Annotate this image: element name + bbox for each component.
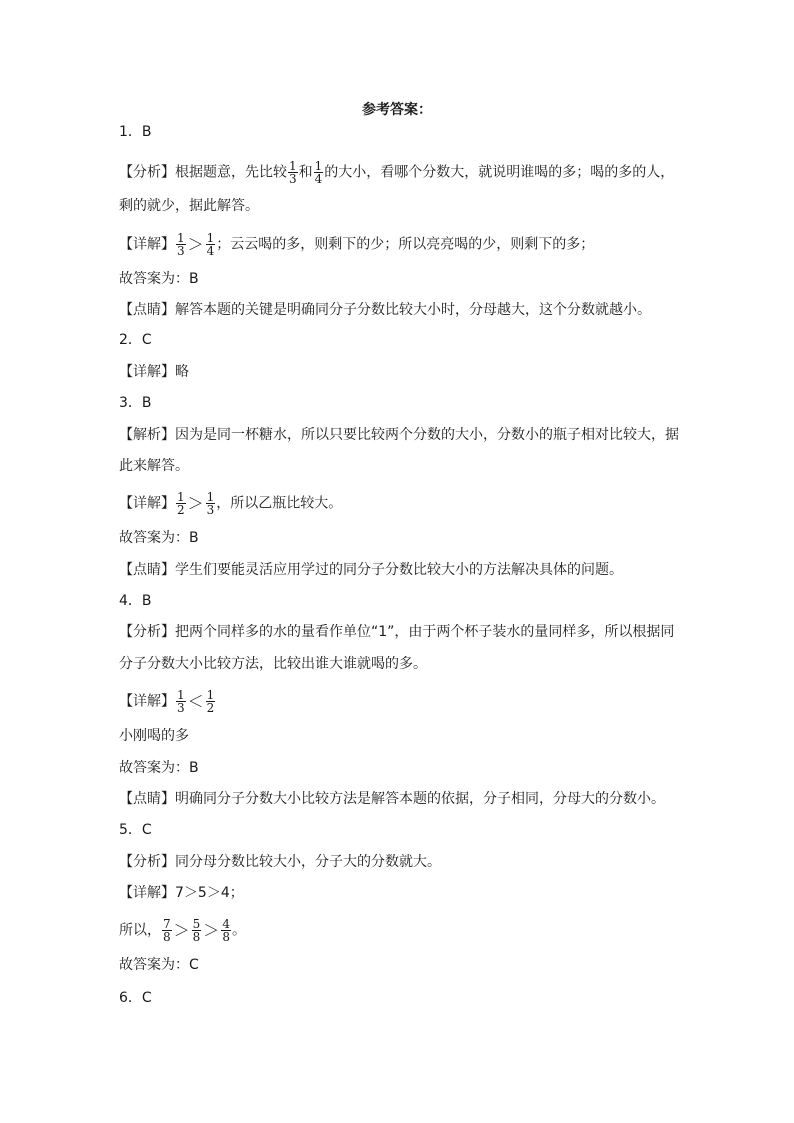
q1-answer: 故答案为：B bbox=[119, 271, 199, 287]
denominator: 3 bbox=[177, 244, 185, 258]
fraction bbox=[176, 491, 186, 516]
q3-answer: 故答案为：B bbox=[119, 530, 199, 546]
q1-detail-text: ；云云喝的多，则剩下的少；所以亮亮喝的少，则剩下的多； bbox=[216, 236, 595, 253]
q1-analysis-text-b: 和 bbox=[298, 164, 313, 181]
q3-detail-label: 【详解】 bbox=[119, 495, 175, 512]
q1-detail-label: 【详解】 bbox=[119, 236, 175, 253]
numerator: 1 bbox=[206, 688, 215, 702]
fraction bbox=[206, 689, 216, 714]
fraction bbox=[192, 918, 202, 943]
q5-number: 5．C bbox=[119, 822, 152, 838]
q1-detail bbox=[119, 232, 594, 257]
q5-conclusion-end: 。 bbox=[231, 922, 246, 939]
denominator: 2 bbox=[206, 701, 215, 715]
denominator: 3 bbox=[289, 172, 297, 186]
comparison-sign: ＞ bbox=[187, 234, 204, 254]
q4-answer: 故答案为：B bbox=[119, 760, 199, 776]
q6-number: 6．C bbox=[119, 990, 152, 1006]
q4-number: 4．B bbox=[119, 593, 152, 609]
q5-detail: 【详解】7＞5＞4； bbox=[119, 885, 244, 901]
comparison-sign: ＜ bbox=[187, 691, 204, 711]
q3-analysis-continued: 此来解答。 bbox=[119, 458, 189, 474]
denominator: 2 bbox=[177, 503, 185, 517]
q3-point: 【点睛】学生们要能灵活应用学过的同分子分数比较大小的方法解决具体的问题。 bbox=[119, 562, 623, 578]
numerator: 1 bbox=[206, 231, 215, 245]
q1-analysis bbox=[119, 160, 674, 185]
fraction bbox=[162, 918, 172, 943]
q5-analysis: 【分析】同分母分数比较大小，分子大的分数就大。 bbox=[119, 854, 441, 870]
denominator: 3 bbox=[206, 503, 215, 517]
page-title: 参考答案： bbox=[362, 102, 432, 118]
numerator: 1 bbox=[206, 490, 215, 504]
fraction bbox=[206, 491, 216, 516]
fraction bbox=[176, 689, 186, 714]
comparison-sign: ＞ bbox=[203, 920, 220, 940]
denominator: 8 bbox=[192, 930, 201, 944]
numerator: 4 bbox=[222, 917, 230, 931]
q2-detail: 【详解】略 bbox=[119, 364, 189, 380]
numerator: 5 bbox=[192, 917, 201, 931]
q4-analysis-continued: 分子分数大小比较方法，比较出谁大谁就喝的多。 bbox=[119, 656, 427, 672]
q3-detail bbox=[119, 491, 342, 516]
numerator: 7 bbox=[163, 917, 171, 931]
q4-point: 【点睛】明确同分子分数大小比较方法是解答本题的依据，分子相同，分母大的分数小。 bbox=[119, 791, 665, 807]
q1-analysis-text-a: 【分析】根据题意，先比较 bbox=[119, 164, 287, 181]
fraction bbox=[176, 232, 186, 257]
fraction bbox=[221, 918, 231, 943]
denominator: 4 bbox=[314, 172, 323, 186]
fraction bbox=[288, 160, 298, 185]
q1-analysis-continued: 剩的就少，据此解答。 bbox=[119, 198, 259, 214]
q3-analysis: 【解析】因为是同一杯糖水，所以只要比较两个分数的大小，分数小的瓶子相对比较大，据 bbox=[119, 427, 679, 443]
q3-detail-text: ，所以乙瓶比较大。 bbox=[216, 495, 343, 512]
denominator: 3 bbox=[177, 701, 185, 715]
denominator: 8 bbox=[163, 930, 171, 944]
q1-number: 1．B bbox=[119, 124, 152, 140]
numerator: 1 bbox=[177, 490, 185, 504]
numerator: 1 bbox=[314, 159, 323, 173]
comparison-sign: ＞ bbox=[187, 493, 204, 513]
fraction bbox=[314, 160, 324, 185]
denominator: 8 bbox=[222, 930, 230, 944]
denominator: 4 bbox=[206, 244, 215, 258]
fraction bbox=[206, 232, 216, 257]
q4-detail bbox=[119, 689, 216, 714]
q1-point: 【点睛】解答本题的关键是明确同分子分数比较大小时，分母越大，这个分数就越小。 bbox=[119, 302, 651, 318]
q5-answer: 故答案为：C bbox=[119, 957, 199, 973]
numerator: 1 bbox=[289, 159, 297, 173]
q5-conclusion-label: 所以， bbox=[119, 922, 161, 939]
q4-detail-label: 【详解】 bbox=[119, 693, 175, 710]
q1-analysis-text-c: 的大小，看哪个分数大，就说明谁喝的多；喝的多的人， bbox=[324, 164, 675, 181]
comparison-sign: ＞ bbox=[173, 920, 190, 940]
q4-conclusion: 小刚喝的多 bbox=[119, 728, 189, 744]
numerator: 1 bbox=[177, 231, 185, 245]
q5-conclusion bbox=[119, 918, 246, 943]
q4-analysis: 【分析】把两个同样多的水的量看作单位“1”，由于两个杯子装水的量同样多，所以根据同 bbox=[119, 624, 675, 640]
q3-number: 3．B bbox=[119, 395, 152, 411]
q2-number: 2．C bbox=[119, 332, 152, 348]
numerator: 1 bbox=[177, 688, 185, 702]
